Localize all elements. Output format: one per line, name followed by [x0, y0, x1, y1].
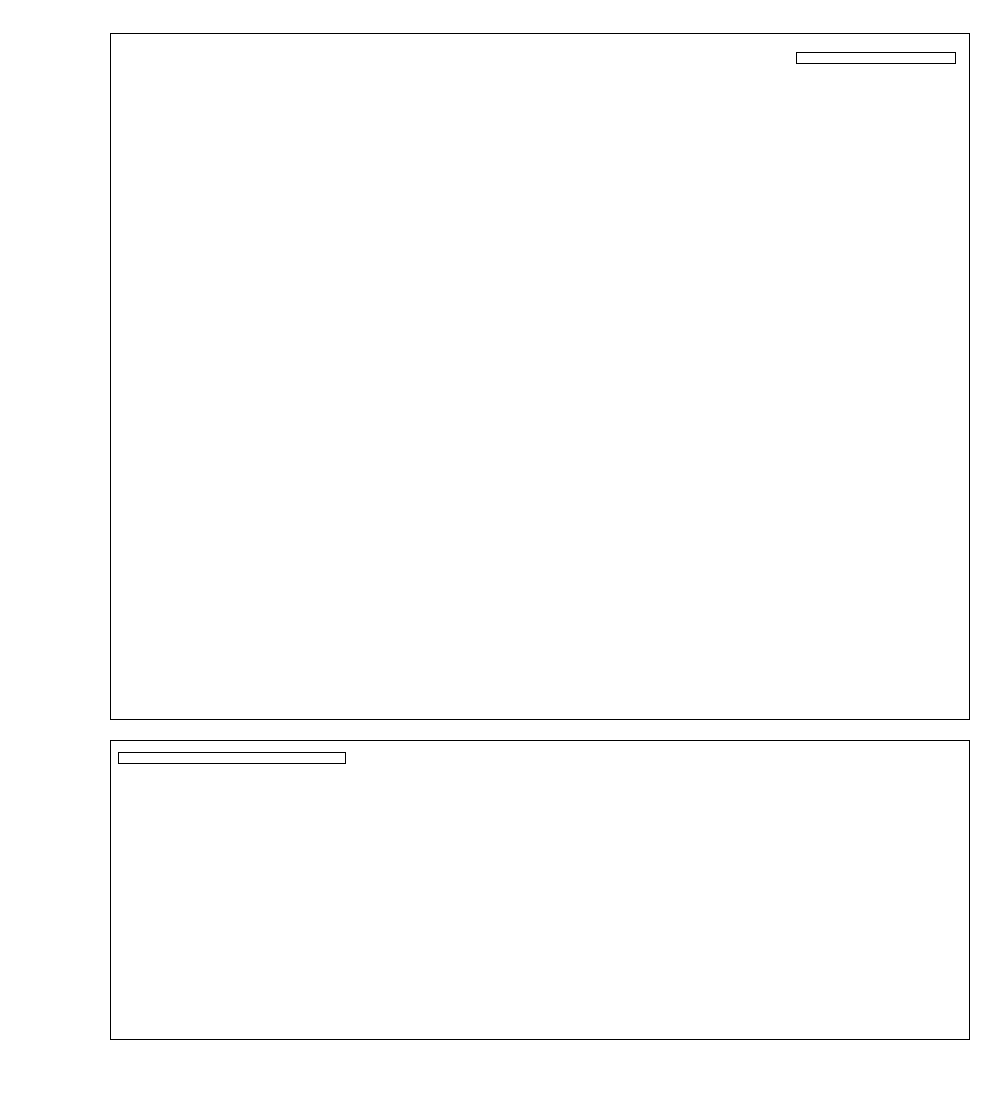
- mfd-plot-area: [110, 33, 970, 720]
- rupture-count-plot-area: [110, 740, 970, 1040]
- rupture-count-legend: [118, 752, 346, 764]
- mfd-legend: [796, 52, 956, 64]
